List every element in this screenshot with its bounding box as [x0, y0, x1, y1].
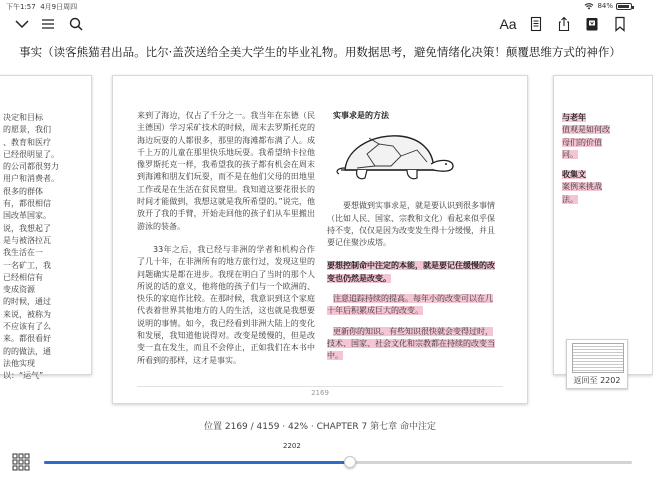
left-line: 有，都很相信 [3, 199, 51, 209]
current-page[interactable] [112, 75, 528, 404]
grid-icon[interactable] [12, 453, 30, 471]
progress-slider[interactable] [44, 461, 632, 464]
return-to-page-thumbnail[interactable] [566, 339, 628, 389]
left-line: 已经很明显了。 [3, 149, 59, 159]
slider-thumb[interactable] [344, 456, 356, 468]
next-page[interactable] [553, 75, 653, 375]
location-indicator: 位置 2169 / 4159 · 42% · CHAPTER 7 第七章 命中注定 [204, 422, 436, 432]
page-right-column [327, 110, 497, 374]
slider-fill [44, 461, 350, 464]
book-title: 事实（读客熊猫君出品。比尔·盖茨送给全美大学生的毕业礼物。用数据思考，避免情绪化决策！颠覆思维方式的神作） [19, 45, 621, 59]
left-line: 来。都很看好 [3, 334, 51, 344]
left-line: 我生活在一 [3, 248, 43, 258]
wifi-icon [584, 2, 594, 10]
left-line: 不应该有了么 [3, 322, 51, 332]
previous-page-text [3, 112, 83, 383]
left-line: 很多的群体 [3, 186, 43, 196]
slider-value-label: 2202 [283, 442, 301, 450]
left-line: 变成资源 [3, 285, 35, 295]
status-time: 下午1:57 4月9日周四 [6, 3, 78, 11]
page-left-column [137, 110, 315, 378]
menu-icon[interactable] [38, 14, 58, 34]
highlighted-text[interactable]: 法。 [562, 194, 578, 204]
left-line: 说，我想起了 [3, 223, 51, 233]
page-footer-rule [137, 386, 503, 387]
left-line: 以：“运气” [3, 371, 44, 381]
left-line: 的时候，通过 [3, 297, 51, 307]
thumbnail-preview [572, 343, 624, 373]
highlighted-text[interactable]: 同。 [562, 149, 578, 159]
battery-percent: 84% [597, 2, 613, 10]
search-icon[interactable] [66, 14, 86, 34]
body-paragraph: 来到了海边，仅占了千分之一。我当年在东德（民主德国）学习采矿技术的时候，周末去罗斯托克的海边玩耍的人都很多，那里的海滩都布满了人。成千上万的儿童在那里快乐地玩耍。我希望纳卡拉他像罗斯托克一样，我希望我的孩子都有机会在周末到海滩和朋友们玩耍，而不是在他们父母的田地里工作或是在生活在贫民窟里。我知道这要花很长的时间才能做到，我想这就是我所希望的。”说完，他放开了我的手臂，开始走回他的孩子们从车里搬出游泳的装备。 [137, 111, 315, 231]
return-to-label: 返回至 2202 [573, 376, 621, 385]
highlighted-text[interactable]: 母们的价值 [562, 137, 602, 147]
left-line: 、教育和医疗 [3, 137, 51, 147]
reader-toolbar [0, 12, 640, 36]
highlighted-text[interactable]: 收集文 [562, 170, 586, 180]
previous-page[interactable] [0, 75, 92, 381]
left-line: 法他实现 [3, 358, 35, 368]
next-page-text [562, 112, 650, 206]
highlighted-text[interactable]: 注意追踪持续的提高。每年小的改变可以在几十年后积累成巨大的改变。 [327, 294, 493, 316]
left-line: 决定和目标 [3, 113, 43, 122]
left-line: 来说，被称为 [3, 309, 51, 319]
font-settings-icon[interactable]: Aa [499, 16, 517, 32]
status-right [584, 2, 632, 10]
page-number: 2169 [311, 389, 329, 397]
intro-paragraph: 要想做到实事求是，就是要认识到很多事情（比如人民、国家、宗教和文化）看起来似乎保持不变，仅仅是因为改变发生得十分缓慢，并且要记住聚沙成塔。 [327, 201, 495, 248]
left-line: 已经相信有 [3, 272, 43, 282]
bottom-bar [0, 440, 640, 480]
highlighted-text[interactable]: 更新你的知识。有些知识很快就会变得过时，技术、国家、社会文化和宗教都在持续的改变当中。 [327, 326, 495, 361]
left-line: 的公司都很努力 [3, 162, 59, 172]
left-line: 的的做法，通 [3, 346, 51, 356]
notebook-icon[interactable] [582, 14, 602, 34]
battery-icon [616, 3, 632, 10]
chevron-down-icon[interactable] [12, 14, 32, 34]
status-bar [0, 0, 640, 12]
left-line: 一名矿工，我 [3, 260, 51, 270]
section-heading: 实事求是的方法 [333, 111, 389, 120]
left-line: 是与被洛拉瓦 [3, 235, 51, 245]
left-line: 国改革国家。 [3, 211, 51, 221]
left-line: 的愿景，我们 [3, 125, 51, 135]
document-icon[interactable] [526, 14, 546, 34]
highlighted-text[interactable]: 案例来挑战 [562, 182, 602, 192]
highlighted-text[interactable]: 与老年 [562, 113, 586, 122]
body-paragraph: 33年之后，我已经与非洲的学者和机构合作了几十年，在非洲所有的地方旅行过，发现这里的问题确实是都在进步。我现在明白了当时的那个人所说的话的意义，他将他的孩子们与一个欧洲的、快乐的家庭作比较。在那时候，我意识到这个家庭代表着世界其他地方的人的生活，这也就是我想要说明的事情。如今，我已经看到非洲大陆上的变化和发展，我知道他说得对。改变是缓慢的，但是改变一直在发生，而且不会停止，正如我们在本书中所看到的那样，这才是事实。 [137, 244, 315, 365]
highlighted-text[interactable]: 要想控制命中注定的本能，就是要记住缓慢的改变也仍然是改变。 [327, 261, 495, 283]
bookmark-icon[interactable] [610, 14, 630, 34]
highlighted-text[interactable]: 值观是如何改 [562, 125, 610, 135]
left-line: 用户和消费者。 [3, 174, 59, 184]
turtle-illustration [327, 124, 457, 194]
share-icon[interactable] [554, 14, 574, 34]
